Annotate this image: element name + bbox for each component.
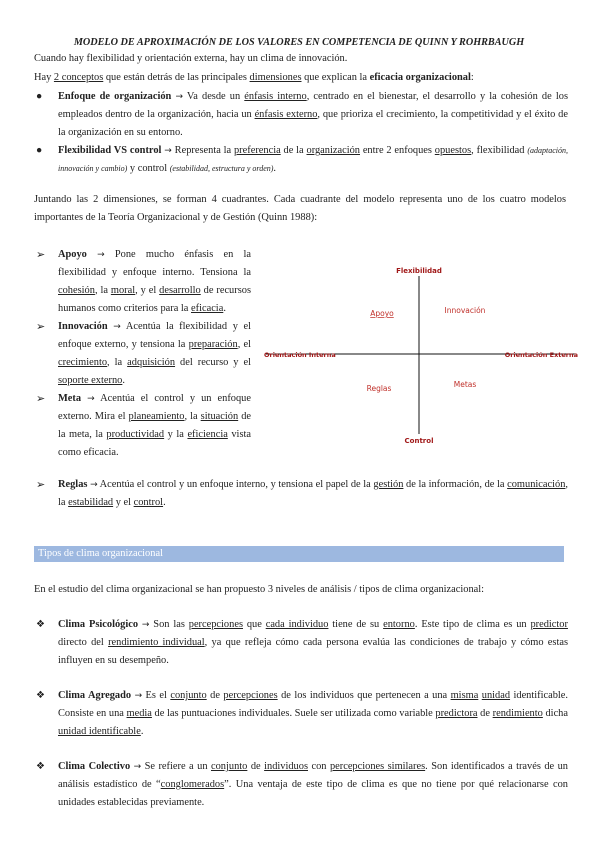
quadrant-innovacion: ➢ Innovación → Acentúa la flexibilidad y el enfoque externo, y tensiona la preparación, el crecimiento, la adquisición del recurso y el soporte externo.: [36, 320, 252, 386]
intro-line-1: Cuando hay flexibilidad y orientación externa, hay un clima de innovación.: [34, 53, 348, 64]
quadrant-label-reglas: Reglas: [366, 384, 392, 393]
quadrant-meta: ➢ Meta → Acentúa el control y un enfoque externo. Mira el planeamiento, la situación de la meta, la productividad y la eficiencia vista como eficacia.: [36, 392, 252, 458]
arrow-bullet-icon: ➢: [36, 320, 46, 333]
quadrant-apoyo: ➢ Apoyo → Pone mucho énfasis en la flexibilidad y enfoque interno. Tensiona la cohesión, la moral, y el desarrollo de recursos humanos como criterios para la eficacia.: [36, 248, 251, 314]
quadrant-label-apoyo: Apoyo: [370, 309, 394, 318]
arrow-bullet-icon: ➢: [36, 392, 46, 405]
section-header: Tipos de clima organizacional: [34, 546, 564, 562]
page-title: MODELO DE APROXIMACIÓN DE LOS VALORES EN COMPETENCIA DE QUINN Y ROHRBAUGH: [73, 37, 525, 48]
diamond-bullet-icon: ❖: [36, 690, 45, 701]
clima-psicologico: ❖ Clima Psicológico → Son las percepciones que cada individuo tiene de su entorno. Este tipo de clima es un predictor directo del rendimiento individual, ya que refleja cómo cada persona evalúa las condiciones de trabajo y cómo estas influyen en su desempeño.: [36, 616, 568, 670]
paragraph-cuadrantes: Juntando las 2 dimensiones, se forman 4 cuadrantes. Cada cuadrante del modelo representa uno de los cuatro modelos importantes de la Teoría Organizacional y de Gestión (Quinn 1988):: [34, 194, 566, 223]
arrow-bullet-icon: ➢: [36, 248, 46, 261]
quadrant-label-metas: Metas: [453, 380, 477, 389]
label-flexibilidad: Flexibilidad: [396, 267, 442, 275]
bullet-enfoque: ● Enfoque de organización → Va desde un énfasis interno, centrado en el bienestar, el desarrollo y la cohesión de los empleados dentro de la organización, hacia un énfasis externo, que prioriza el crecimiento, la competitividad y el éxito de la organización en su entorno.: [36, 88, 568, 142]
clima-agregado: ❖ Clima Agregado → Es el conjunto de percepciones de los individuos que pertenecen a una misma unidad identificable. Consiste en una media de las puntuaciones individuales. Suele ser utilizada como variable predictora de rendimiento dicha unidad identificable.: [36, 687, 568, 741]
clima-colectivo: ❖ Clima Colectivo → Se refiere a un conjunto de individuos con percepciones similares. Son identificados a través de un análisis estadístico de “conglomerados”. Una ventaja de este tipo de clima es que no tiene por qué relacionarse con unidades establecidas previamente.: [36, 758, 568, 812]
section-intro: En el estudio del clima organizacional se han propuesto 3 niveles de análisis / tipos de clima organizacional:: [34, 584, 485, 595]
label-orientacion-externa: Orientación Externa: [504, 351, 578, 359]
diamond-bullet-icon: ❖: [36, 619, 45, 630]
bullet-dot-icon: ●: [36, 91, 43, 102]
label-orientacion-interna: Orientación Interna: [264, 351, 336, 359]
quadrant-reglas: ➢ Reglas → Acentúa el control y un enfoque interno, y tensiona el papel de la gestión de la información, de la comunicación, la estabilidad y el control.: [36, 478, 568, 508]
competing-values-diagram: [262, 262, 580, 447]
bullet-dot-icon: ●: [36, 145, 43, 156]
label-control: Control: [404, 437, 434, 445]
intro-line-2: Hay 2 conceptos que están detrás de las principales dimensiones que explican la eficacia organizacional:: [34, 72, 474, 83]
diamond-bullet-icon: ❖: [36, 761, 45, 772]
quadrant-list: [36, 246, 251, 462]
arrow-bullet-icon: ➢: [36, 478, 46, 491]
quadrant-label-innovacion: Innovación: [444, 306, 486, 315]
bullet-flexibilidad: ● Flexibilidad VS control → Representa la preferencia de la organización entre 2 enfoques opuestos, flexibilidad (adaptación, innovación y cambio) y control (estabilidad, estructura y orden).: [36, 142, 568, 178]
